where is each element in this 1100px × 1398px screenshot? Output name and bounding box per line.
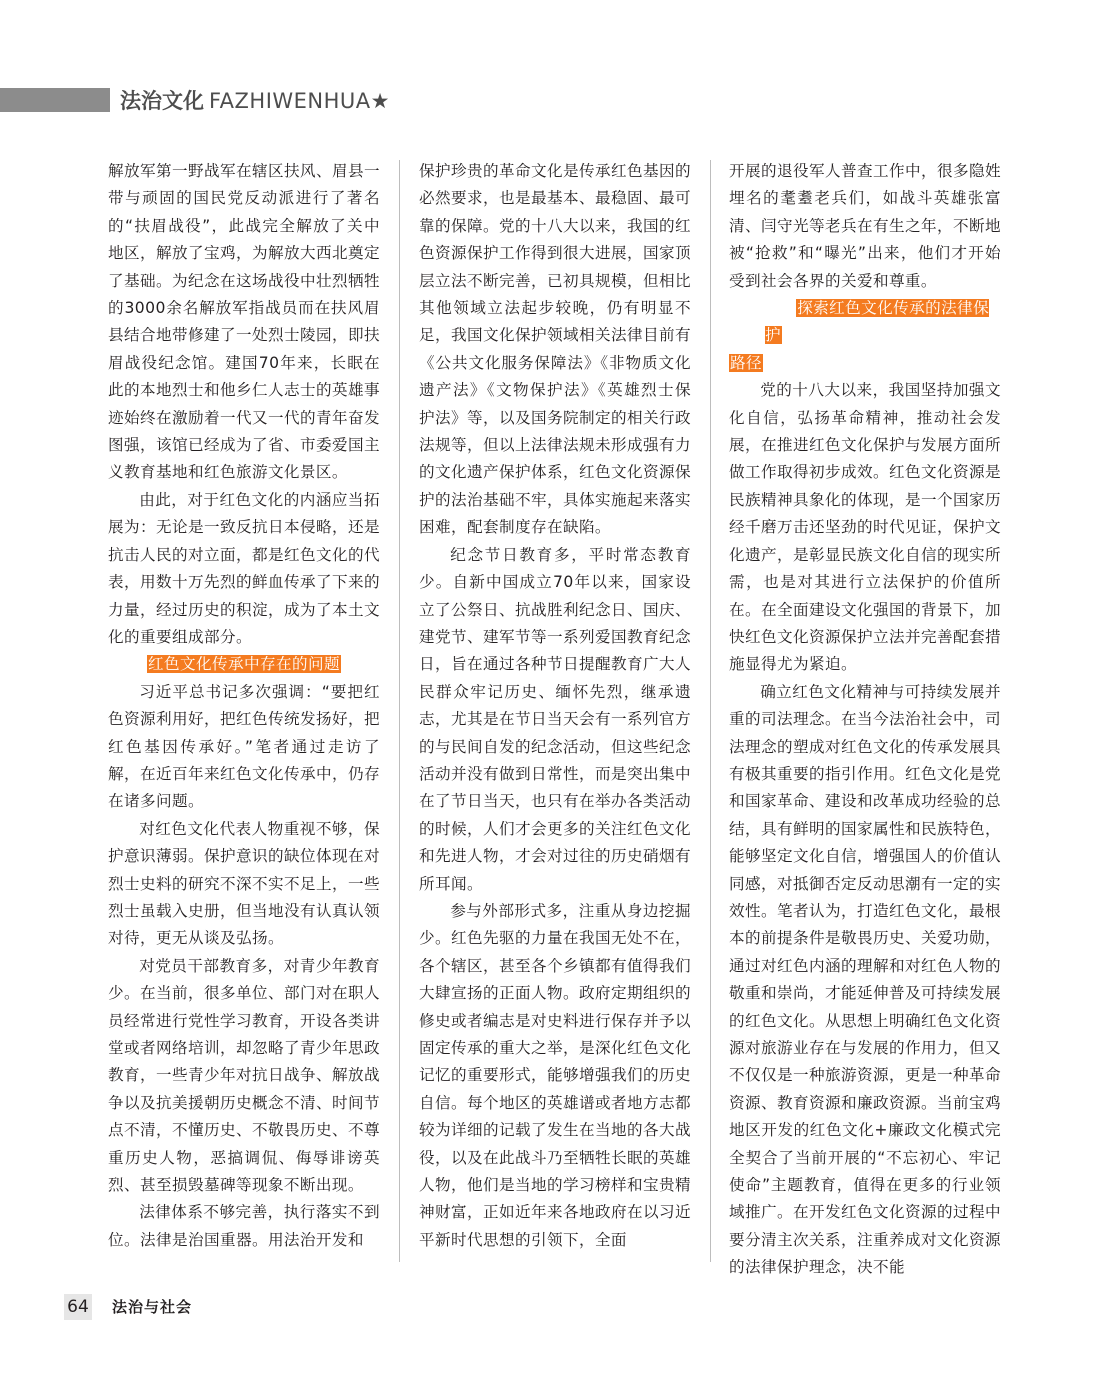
- paragraph: 习近平总书记多次强调：“要把红色资源利用好，把红色传统发扬好，把红色基因传承好。”笔者通过走访了解，在近百年来红色文化传承中，仍存在诸多问题。: [108, 682, 380, 811]
- section-heading-text: 探索红色文化传承的法律保护: [765, 299, 990, 345]
- paragraph: 党的十八大以来，我国坚持加强文化自信，弘扬革命精神，推动社会发展，在推进红色文化保护与发展方面所做工作取得初步成效。红色文化资源是民族精神具象化的体现，是一个国家历经千磨万击还坚劲的时代见证，保护文化遗产，是彰显民族文化自信的现实所需，也是对其进行立法保护的价值所在。在全面建设文化强国的背景下，加快红色文化资源保护立法并完善配套措施显得尤为紧迫。: [729, 381, 1001, 674]
- page-number: 64: [64, 1294, 92, 1320]
- column-divider: [710, 160, 711, 1262]
- paragraph: 参与外部形式多，注重从身边挖掘少。红色先驱的力量在我国无处不在，各个辖区，甚至各个乡镇都有值得我们大肆宣扬的正面人物。政府定期组织的修史或者编志是对史料进行保存并予以固定传承的重大之举，是深化红色文化记忆的重要形式，能够增强我们的历史自信。每个地区的英雄谱或者地方志都较为详细的记载了发生在当地的各大战役，以及在此战斗乃至牺牲长眠的英雄人物，他们是当地的学习榜样和宝贵精神财富，正如近年来各地政府在以习近平新时代思想的引领下，全面: [419, 901, 691, 1249]
- paragraph: 对红色文化代表人物重视不够，保护意识薄弱。保护意识的缺位体现在对烈士史料的研究不深不实不足上，一些烈士虽载入史册，但当地没有认真认领对待，更无从谈及弘扬。: [108, 819, 380, 948]
- section-heading: [729, 295, 1001, 350]
- page-header: [0, 86, 1100, 116]
- paragraph: 解放军第一野战军在辖区扶风、眉县一带与顽固的国民党反动派进行了著名的“扶眉战役”，此战完全解放了关中地区，解放了宝鸡，为解放大西北奠定了基础。为纪念在这场战役中壮烈牺牲的3000余名解放军指战员而在扶风眉县结合地带修建了一处烈士陵园，即扶眉战役纪念馆。建国70年来，长眠在此的本地烈士和他乡仁人志士的英雄事迹始终在激励着一代又一代的青年奋发图强，该馆已经成为了省、市委爱国主义教育基地和红色旅游文化景区。: [108, 162, 380, 482]
- paragraph: 开展的退役军人普查工作中，很多隐姓埋名的耄耋老兵们，如战斗英雄张富清、闫守光等老兵在有生之年，不断地被“抢救”和“曝光”出来，他们才开始受到社会各界的关爱和尊重。: [729, 162, 1001, 290]
- section-title: 法治文化: [120, 89, 204, 113]
- column-3: [729, 158, 1001, 1282]
- paragraph: 对党员干部教育多，对青少年教育少。在当前，很多单位、部门对在职人员经常进行党性学习教育，开设各类讲堂或者网络培训，却忽略了青少年思政教育，一些青少年对抗日战争、解放战争以及抗美援朝历史概念不清、时间节点不清，不懂历史、不敬畏历史、不尊重历史人物，恶搞调侃、侮辱诽谤英烈、甚至损毁墓碑等现象不断出现。: [108, 956, 380, 1195]
- paragraph: 由此，对于红色文化的内涵应当拓展为：无论是一致反抗日本侵略，还是抗击人民的对立面，都是红色文化的代表，用数十万先烈的鲜血传承了下来的力量，经过历史的积淀，成为了本土文化的重要组成部分。: [108, 490, 380, 646]
- journal-title: 法治与社会: [112, 1298, 193, 1316]
- paragraph: 确立红色文化精神与可持续发展并重的司法理念。在当今法治社会中，司法理念的塑成对红色文化的传承发展具有极其重要的指引作用。红色文化是党和国家革命、建设和改革成功经验的总结，具有鲜明的国家属性和民族特色，能够坚定文化自信，增强国人的价值认同感，对抵御否定反动思潮有一定的实效性。笔者认为，打造红色文化，最根本的前提条件是敬畏历史、关爱功勋，通过对红色内涵的理解和对红色人物的敬重和崇尚，才能延伸普及可持续发展的红色文化。从思想上明确红色文化资源对旅游业存在与发展的作用力，但又不仅仅是一种旅游资源，更是一种革命资源、教育资源和廉政资源。当前宝鸡地区开发的红色文化+廉政文化模式完全契合了当前开展的“不忘初心、牢记使命”主题教育，值得在更多的行业领域推广。在开发红色文化资源的过程中要分清主次关系，注重养成对文化资源的法律保护理念，决不能: [729, 682, 1001, 1277]
- column-2: [419, 158, 691, 1254]
- paragraph: 纪念节日教育多，平时常态教育少。自新中国成立70年以来，国家设立了公祭日、抗战胜利纪念日、国庆、建党节、建军节等一系列爱国教育纪念日，旨在通过各种节日提醒教育广大人民群众牢记历史、缅怀先烈，继承遗志，尤其是在节日当天会有一系列官方的与民间自发的纪念活动，但这些纪念活动并没有做到日常性，而是突出集中在了节日当天，也只有在举办各类活动的时候，人们才会更多的关注红色文化和先进人物，才会对过往的历史硝烟有所耳闻。: [419, 545, 691, 893]
- section-subtitle: FAZHIWENHUA★: [209, 89, 390, 113]
- section-heading-text: 路径: [730, 353, 762, 372]
- section-heading-text: 红色文化传承中存在的问题: [148, 655, 340, 674]
- section-heading-cont: [729, 350, 1001, 377]
- section-heading: [108, 651, 380, 678]
- column-1: [108, 158, 380, 1254]
- paragraph: 法律体系不够完善，执行落实不到位。法律是治国重器。用法治开发和: [108, 1203, 380, 1249]
- column-divider: [399, 160, 400, 1262]
- paragraph: 保护珍贵的革命文化是传承红色基因的必然要求，也是最基本、最稳固、最可靠的保障。党的十八大以来，我国的红色资源保护工作得到很大进展，国家顶层立法不断完善，已初具规模，但相比其他领域立法起步较晚，仍有明显不足，我国文化保护领域相关法律目前有《公共文化服务保障法》《非物质文化遗产法》《文物保护法》《英雄烈士保护法》等，以及国务院制定的相关行政法规等，但以上法律法规未形成强有力的文化遗产保护体系，红色文化资源保护的法治基础不牢，具体实施起来落实困难，配套制度存在缺陷。: [419, 162, 691, 537]
- header-bar: [0, 88, 110, 112]
